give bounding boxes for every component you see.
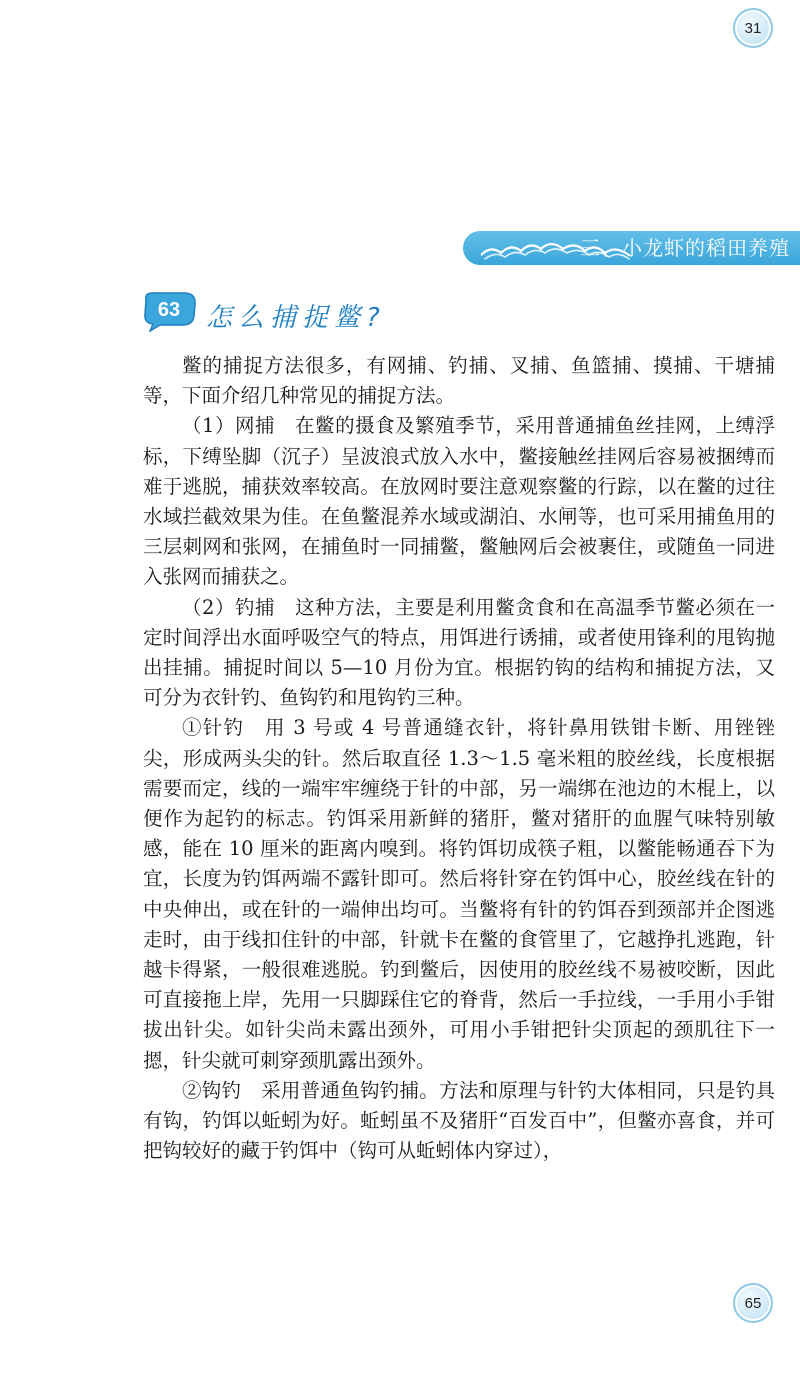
paragraph-net-capture: （1）网捕 在鳖的摄食及繁殖季节，采用普通捕鱼丝挂网，上缚浮标，下缚坠脚（沉子）呈波浪式放入水中，鳖接触丝挂网后容易被捆缚而难于逃脱，捕获效率较高。在放网时要注意观察鳖的行踪，以在鳖的过往水域拦截效果为佳。在鱼鳖混养水域或湖泊、水闸等，也可采用捕鱼用的三层刺网和张网，在捕鱼时一同捕鳖，鳖触网后会被裹住，或随鱼一同进入张网而捕获之。 [143,414,775,589]
section-banner-title: 三、小龙虾的稻田养殖 [580,236,790,260]
page-number-top [733,8,773,48]
body-text [143,351,775,1166]
question-title: 怎么捕捉鳖? [206,303,386,333]
page-number-bottom [733,1283,773,1323]
paragraph-hook-capture: （2）钓捕 这种方法，主要是利用鳖贪食和在高温季节鳖必须在一定时间浮出水面呼吸空气的特点，用饵进行诱捕，或者使用锋利的甩钩抛出挂捕。捕捉时间以 5—10 月份为宜。根据钓钩的结构和捕捉方法，又可分为衣针钓、鱼钩钓和甩钩钓三种。 [143,595,775,710]
page-number-bottom-text: 65 [744,1294,762,1312]
paragraph-hook-fishing: ②钩钓 采用普通鱼钩钓捕。方法和原理与针钓大体相同，只是钓具有钩，钓饵以蚯蚓为好。蚯蚓虽不及猪肝“百发百中”，但鳖亦喜食，并可把钩较好的藏于钓饵中（钩可从蚯蚓体内穿过）， [143,1078,775,1163]
page-number-top-text: 31 [744,19,762,37]
question-number: 63 [157,299,181,321]
paragraph-needle-fishing: ①针钓 用 3 号或 4 号普通缝衣针，将针鼻用铁钳卡断、用锉锉尖，形成两头尖的针。然后取直径 1.3～1.5 毫米粗的胶丝线，长度根据需要而定，线的一端牢牢缠绕于针的中部，另一端绑在池边的木棍上，以便作为起钓的标志。钓饵采用新鲜的猪肝，鳖对猪肝的血腥气味特别敏感，能在 10 厘米的距离内嗅到。将钓饵切成筷子粗，以鳖能畅通吞下为宜，长度为钓饵两端不露针即可。然后将针穿在钓饵中心，胶丝线在针的中央伸出，或在针的一端伸出均可。当鳖将有针的钓饵吞到颈部并企图逃走时，由于线扣住针的中部，针就卡在鳖的食管里了，它越挣扎逃跑，针越卡得紧，一般很难逃脱。钓到鳖后，因使用的胶丝线不易被咬断，因此可直接拖上岸，先用一只脚踩住它的脊背，然后一手拉线，一手用小手钳拔出针尖。如针尖尚未露出颈外，可用小手钳把针尖顶起的颈肌往下一摁，针尖就可刺穿颈肌露出颈外。 [143,716,775,1072]
paragraph-intro: 鳖的捕捉方法很多，有网捕、钓捕、叉捕、鱼篮捕、摸捕、干塘捕等，下面介绍几种常见的捕捉方法。 [143,354,775,408]
